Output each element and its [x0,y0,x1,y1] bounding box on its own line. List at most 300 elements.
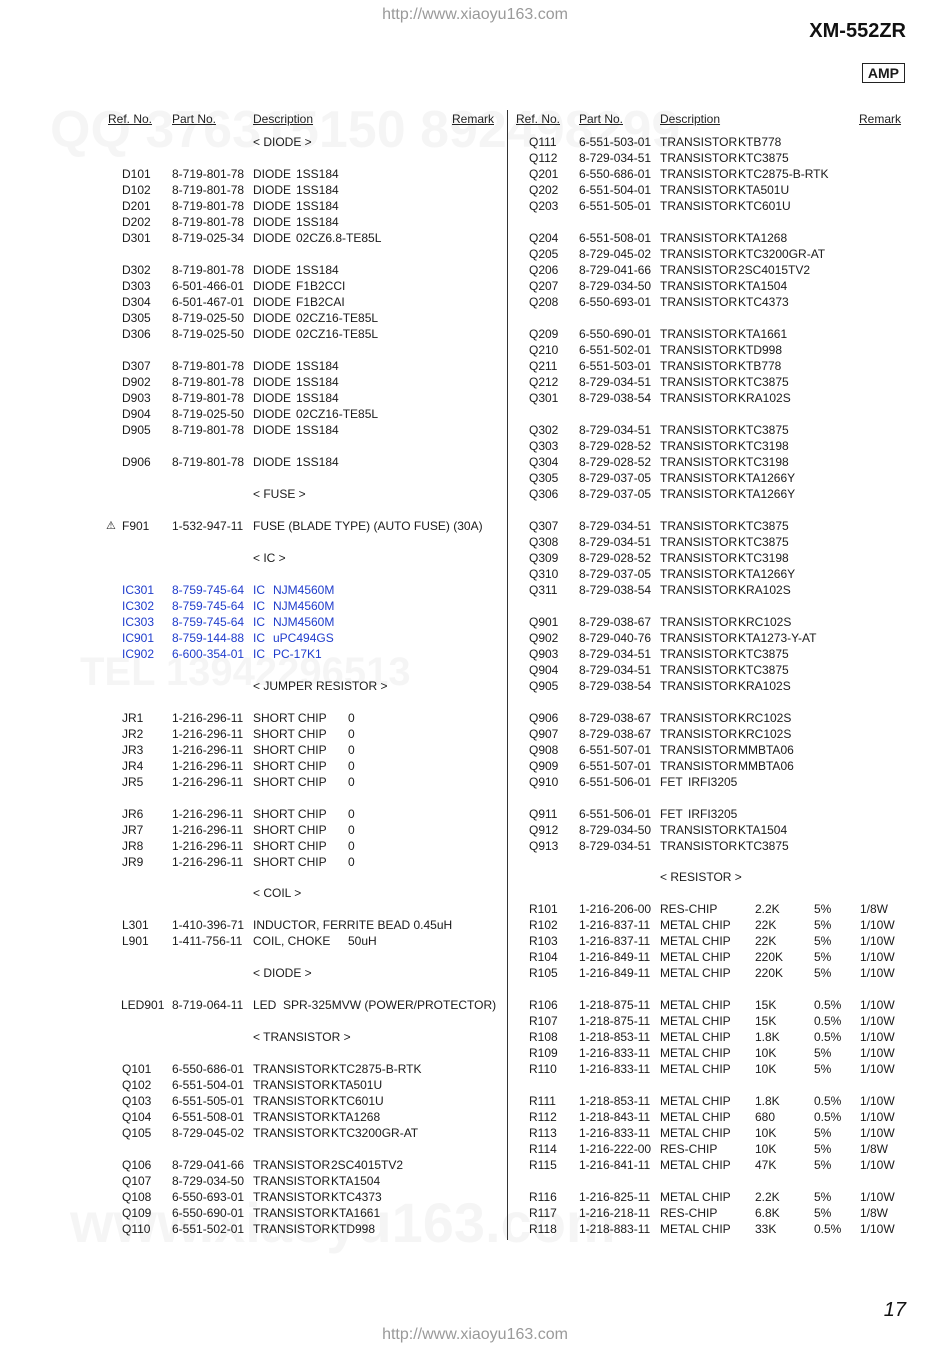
part-no: 8-719-025-34 [172,231,245,245]
part-no: 1-216-849-11 [579,966,651,980]
resistor-row [515,1061,905,1077]
description: TRANSISTOR [253,1174,331,1188]
header-remark: Remark [859,112,902,126]
part-no: 1-216-218-11 [579,1206,651,1220]
wattage: 1/10W [860,1030,895,1044]
ref-no: Q202 [529,183,559,197]
part-row [108,854,498,870]
value: KTA1504 [738,279,788,293]
resistor-row [515,901,905,917]
value: 1SS184 [296,263,339,277]
description: METAL CHIP [660,966,731,980]
resistance: 10K [755,1062,777,1076]
model-number: XM-552ZR [809,20,906,42]
ref-no: R106 [529,998,558,1012]
ref-no: D307 [122,359,151,373]
tolerance: 5% [814,1142,832,1156]
ref-no: IC301 [122,583,155,597]
ref-no: Q901 [529,615,559,629]
resistor-row [515,1157,905,1173]
ref-no: IC902 [122,647,155,661]
part-no: 8-759-745-64 [172,599,245,613]
ref-no: Q902 [529,631,559,645]
ref-no: Q911 [529,807,558,821]
value: KTA501U [331,1078,383,1092]
resistance: 220K [755,950,784,964]
wattage: 1/10W [860,1222,895,1236]
description: DIODE [253,279,292,293]
ref-no: Q212 [529,375,559,389]
description: METAL CHIP [660,1062,731,1076]
part-row [515,662,905,678]
tolerance: 5% [814,934,832,948]
part-row [108,758,498,774]
part-no: 6-551-506-01 [579,807,652,821]
ref-no: R110 [529,1062,557,1076]
ref-no: Q209 [529,327,559,341]
ref-no: Q305 [529,471,559,485]
part-no: 1-216-833-11 [579,1126,651,1140]
description: DIODE [253,391,292,405]
value: KTA1268 [331,1110,381,1124]
value: KTB778 [738,359,782,373]
part-no: 6-600-354-01 [172,647,245,661]
part-no: 6-551-504-01 [172,1078,245,1092]
value: KTD998 [331,1222,376,1236]
description: DIODE [253,263,292,277]
category-heading: < COIL > [253,886,302,900]
value: KTC3875 [738,519,789,533]
description: TRANSISTOR [660,263,738,277]
description: TRANSISTOR [660,295,738,309]
part-no: 6-550-686-01 [172,1062,245,1076]
value: KTC4373 [738,295,789,309]
description: DIODE [253,183,292,197]
ref-no: D302 [122,263,151,277]
part-no: 8-729-041-66 [172,1158,245,1172]
ref-no: D905 [122,423,151,437]
part-no: 1-216-296-11 [172,727,244,741]
ref-no: D305 [122,311,151,325]
resistor-row [515,933,905,949]
description: TRANSISTOR [253,1110,331,1124]
part-row [515,166,905,182]
description: TRANSISTOR [660,375,738,389]
part-row [108,166,498,182]
description: METAL CHIP [660,1110,731,1124]
ref-no: Q909 [529,759,559,773]
page-number: 17 [883,1299,906,1321]
part-row [515,822,905,838]
part-row [515,742,905,758]
ref-no: Q210 [529,343,559,357]
ref-no: Q910 [529,775,559,789]
description: DIODE [253,167,292,181]
value: NJM4560M [273,583,335,597]
description: SHORT CHIP [253,759,327,773]
header-ref-no: Ref. No. [516,112,561,126]
part-no: 1-216-837-11 [579,918,651,932]
description: FUSE (BLADE TYPE) (AUTO FUSE) (30A) [253,519,483,533]
part-no: 1-216-296-11 [172,743,244,757]
part-no: 8-729-037-05 [579,567,652,581]
tolerance: 0.5% [814,1094,842,1108]
value: 1SS184 [296,375,339,389]
value: KTC3875 [738,663,789,677]
section-label: AMP [862,63,905,83]
description: SHORT CHIP [253,743,327,757]
value: 1SS184 [296,359,339,373]
resistor-row [515,949,905,965]
value: KTC601U [331,1094,384,1108]
part-no: 8-729-034-50 [172,1174,245,1188]
tolerance: 5% [814,1190,832,1204]
header-description: Description [253,112,314,126]
category-heading: < JUMPER RESISTOR > [253,679,388,693]
resistance: 2.2K [755,902,780,916]
wattage: 1/8W [860,1206,889,1220]
part-no: 8-759-745-64 [172,583,245,597]
part-no: 8-729-045-02 [579,247,652,261]
part-row [108,1157,498,1173]
part-no: 1-218-843-11 [579,1110,651,1124]
wattage: 1/10W [860,1126,895,1140]
value: 0 [348,823,355,837]
description: TRANSISTOR [253,1158,331,1172]
resistance: 6.8K [755,1206,780,1220]
part-row [108,326,498,342]
header-description: Description [660,112,721,126]
tolerance: 0.5% [814,998,842,1012]
description: DIODE [253,295,292,309]
description: IC [253,647,265,661]
value: KTC3198 [738,455,789,469]
ref-no: JR7 [122,823,144,837]
ref-no: Q310 [529,567,559,581]
header-part-no: Part No. [579,112,624,126]
part-no: 8-729-038-67 [579,727,652,741]
ref-no: Q205 [529,247,559,261]
part-row [108,933,498,949]
part-no: 8-719-025-50 [172,407,245,421]
ref-no: R108 [529,1030,558,1044]
part-row [515,774,905,790]
description: DIODE [253,199,292,213]
tolerance: 5% [814,902,832,916]
value: KTA1504 [738,823,788,837]
value: 1SS184 [296,199,339,213]
wattage: 1/10W [860,966,895,980]
part-no: 1-532-947-11 [172,519,244,533]
resistance: 15K [755,998,777,1012]
value: KRA102S [738,391,791,405]
part-row [108,1109,498,1125]
value: KTC3875 [738,535,789,549]
value: KTA1661 [738,327,788,341]
part-row [515,246,905,262]
resistor-row [515,965,905,981]
part-row [108,1061,498,1077]
description: TRANSISTOR [660,759,738,773]
description: TRANSISTOR [660,519,738,533]
tolerance: 5% [814,1062,832,1076]
description: METAL CHIP [660,1014,731,1028]
value: PC-17K1 [273,647,322,661]
description: TRANSISTOR [660,135,738,149]
description: METAL CHIP [660,934,731,948]
part-row [108,214,498,230]
part-no: 8-729-034-51 [579,663,652,677]
value: KTB778 [738,135,782,149]
resistance: 220K [755,966,784,980]
description: TRANSISTOR [660,439,738,453]
resistor-row [515,1189,905,1205]
part-row [515,614,905,630]
description: TRANSISTOR [253,1094,331,1108]
part-no: 6-551-505-01 [579,199,652,213]
wattage: 1/8W [860,1142,889,1156]
part-row [515,582,905,598]
part-no: 6-551-503-01 [579,359,652,373]
description: RES-CHIP [660,1206,718,1220]
value: 0 [348,711,355,725]
description: IC [253,583,265,597]
ref-no: Q110 [122,1222,151,1236]
description: METAL CHIP [660,1222,731,1236]
part-row [108,518,498,534]
part-no: 8-729-038-67 [579,615,652,629]
value: F1B2CCI [296,279,346,293]
value: 2SC4015TV2 [331,1158,404,1172]
tolerance: 5% [814,1206,832,1220]
description: METAL CHIP [660,1190,731,1204]
part-no: 8-719-801-78 [172,375,245,389]
part-row [515,470,905,486]
ref-no: Q908 [529,743,559,757]
value: IRFI3205 [688,807,738,821]
part-row [515,230,905,246]
resistance: 33K [755,1222,777,1236]
description: TRANSISTOR [253,1062,331,1076]
ref-no: D304 [122,295,151,309]
part-no: 1-410-396-71 [172,918,245,932]
part-row [108,838,498,854]
description: DIODE [253,231,292,245]
part-no: 1-216-849-11 [579,950,651,964]
part-no: 8-719-025-50 [172,327,245,341]
ref-no: JR1 [122,711,144,725]
part-row [515,726,905,742]
ref-no: Q207 [529,279,559,293]
description: TRANSISTOR [660,183,738,197]
part-no: 1-218-875-11 [579,1014,651,1028]
part-row [515,758,905,774]
ref-no: Q106 [122,1158,152,1172]
description: METAL CHIP [660,950,731,964]
description: TRANSISTOR [253,1190,331,1204]
ref-no: L901 [122,934,149,948]
part-row [108,710,498,726]
part-row [108,582,498,598]
description: RES-CHIP [660,1142,718,1156]
value: 0 [348,839,355,853]
ref-no: Q303 [529,439,559,453]
resistor-row [515,1013,905,1029]
ref-no: IC303 [122,615,155,629]
part-row [515,134,905,150]
ref-no: Q304 [529,455,559,469]
value: KTA1266Y [738,567,796,581]
value: SPR-325MVW (POWER/PROTECTOR) [283,998,497,1012]
ref-no: D903 [122,391,151,405]
ref-no: D202 [122,215,151,229]
description: DIODE [253,359,292,373]
part-no: 8-719-801-78 [172,423,245,437]
part-no: 8-729-034-51 [579,519,652,533]
description: IC [253,599,265,613]
part-no: 8-729-038-54 [579,391,652,405]
part-no: 1-216-206-00 [579,902,652,916]
tolerance: 5% [814,950,832,964]
part-no: 8-719-801-78 [172,183,245,197]
ref-no: L301 [122,918,149,932]
source-url-top: http://www.xiaoyu163.com [382,6,568,23]
value: 0 [348,855,355,869]
ref-no: R113 [529,1126,557,1140]
part-row [515,342,905,358]
description: FET [660,775,683,789]
part-no: 8-759-144-88 [172,631,245,645]
header-remark: Remark [452,112,495,126]
ref-no: JR2 [122,727,144,741]
value: KTC3875 [738,839,789,853]
value: KTA1504 [331,1174,381,1188]
description: DIODE [253,407,292,421]
value: KTC4373 [331,1190,382,1204]
ref-no: JR3 [122,743,144,757]
resistor-row [515,1125,905,1141]
description: DIODE [253,455,292,469]
part-no: 8-719-064-11 [172,998,244,1012]
ref-no: D902 [122,375,151,389]
value: 0 [348,807,355,821]
part-no: 6-551-503-01 [579,135,652,149]
ref-no: R117 [529,1206,557,1220]
value: F1B2CAI [296,295,345,309]
ref-no: F901 [122,519,150,533]
category-heading: < DIODE > [253,966,312,980]
resistor-row [515,1141,905,1157]
ref-no: D303 [122,279,151,293]
ref-no: Q311 [529,583,558,597]
resistance: 47K [755,1158,777,1172]
value: KTC3875 [738,647,789,661]
ref-no: D102 [122,183,151,197]
description: INDUCTOR, FERRITE BEAD 0.45uH [253,918,453,932]
value: KTC2875-B-RTK [738,167,829,181]
description: TRANSISTOR [660,359,738,373]
description: IC [253,615,265,629]
ref-no: IC302 [122,599,155,613]
value: KTC3875 [738,423,789,437]
wattage: 1/10W [860,1062,895,1076]
ref-no: Q913 [529,839,559,853]
part-row [108,454,498,470]
ref-no: Q102 [122,1078,152,1092]
part-no: 8-729-034-51 [579,647,652,661]
part-no: 8-729-040-76 [579,631,652,645]
ref-no: Q111 [529,135,557,149]
part-no: 8-729-028-52 [579,551,652,565]
value: NJM4560M [273,599,335,613]
part-row [108,806,498,822]
part-no: 1-216-841-11 [579,1158,651,1172]
description: TRANSISTOR [660,391,738,405]
source-url-bottom: http://www.xiaoyu163.com [382,1326,568,1343]
part-no: 8-729-034-51 [579,151,652,165]
value: uPC494GS [273,631,334,645]
tolerance: 5% [814,1158,832,1172]
part-row [515,678,905,694]
description: METAL CHIP [660,1094,731,1108]
category-heading: < RESISTOR > [660,870,742,884]
part-no: 8-719-801-78 [172,391,245,405]
tolerance: 5% [814,1126,832,1140]
part-row [108,1077,498,1093]
part-no: 1-218-853-11 [579,1094,651,1108]
description: METAL CHIP [660,918,731,932]
part-no: 6-551-507-01 [579,743,652,757]
value: MMBTA06 [738,743,794,757]
description: TRANSISTOR [660,343,738,357]
part-no: 6-550-690-01 [579,327,652,341]
part-row [515,486,905,502]
part-no: 6-551-508-01 [172,1110,245,1124]
description: TRANSISTOR [660,839,738,853]
resistor-row [515,1109,905,1125]
ref-no: JR8 [122,839,144,853]
resistor-row [515,997,905,1013]
ref-no: Q208 [529,295,559,309]
description: TRANSISTOR [660,167,738,181]
value: KTC3198 [738,439,789,453]
part-no: 8-729-038-67 [579,711,652,725]
part-row [108,630,498,646]
value: 02CZ6.8-TE85L [296,231,382,245]
description: DIODE [253,215,292,229]
resistance: 1.8K [755,1030,780,1044]
value: 1SS184 [296,183,339,197]
value: 0 [348,759,355,773]
ref-no: R114 [529,1142,557,1156]
description: METAL CHIP [660,1158,731,1172]
part-row [108,390,498,406]
value: 1SS184 [296,423,339,437]
part-row [515,390,905,406]
ref-no: R109 [529,1046,558,1060]
part-row [108,917,498,933]
value: KTC3875 [738,151,789,165]
part-no: 1-411-756-11 [172,934,243,948]
value: KTC3200GR-AT [331,1126,419,1140]
value: KTA1273-Y-AT [738,631,817,645]
description: SHORT CHIP [253,775,327,789]
value: 50uH [348,934,377,948]
resistance: 10K [755,1142,777,1156]
value: 1SS184 [296,455,339,469]
part-row [515,454,905,470]
tolerance: 0.5% [814,1110,842,1124]
